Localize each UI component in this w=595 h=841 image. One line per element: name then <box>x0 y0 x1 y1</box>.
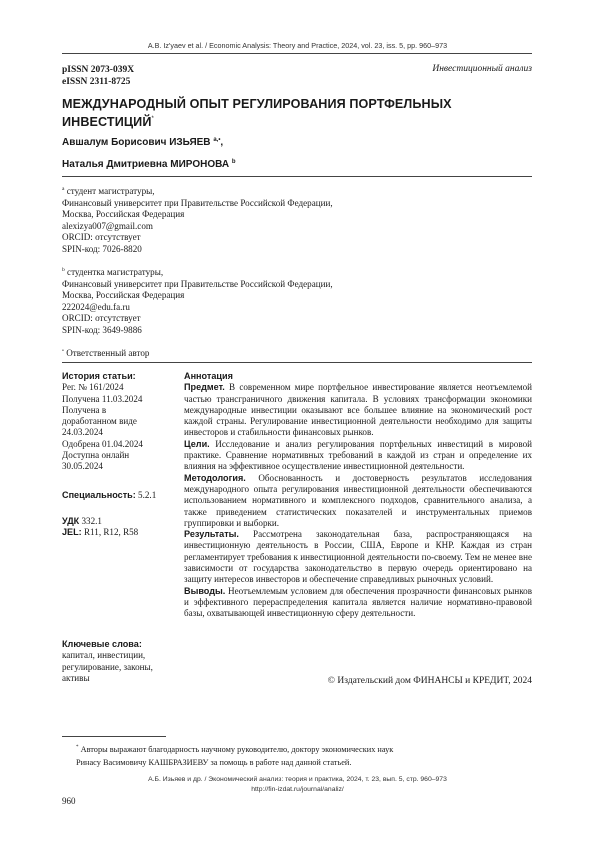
title-line-2: ИНВЕСТИЦИЙ <box>62 115 152 129</box>
footer <box>0 775 595 795</box>
author-sup: a,• <box>213 137 221 143</box>
abstract-results: Результаты. Рассмотрена законодательная база, распространяющаяся на инвестиционную деятельность в России, США, Европе и КНР. Каждая из стран регламентирует требования к инвестиционной деятельности по-своему. Тем не менее вне зависимости от государства законодательство в первую очередь ориентировано на защиту интересов инвесторов и обеспечение справедливых рыночных условий. <box>184 529 532 585</box>
header-rule <box>62 53 532 54</box>
article-history: История статьи: Рег. № 161/2024 Получена 11.03.2024 Получена в доработанном виде 24.03.2024 Одобрена 01.04.2024 Доступна онлайн 30.05.2024 <box>62 371 143 472</box>
keywords: Ключевые слова: капитал, инвестиции, регулирование, законы, активы <box>62 639 153 683</box>
acknowledgement-footnote: * Авторы выражают благодарность научному руководителю, доктору экономических наук Ринасу Васимовичу КАШБРАЗИЕВУ за помощь в работе над данной статьей. <box>76 745 394 767</box>
author-name: Авшалум Борисович ИЗЬЯЕВ <box>62 137 211 148</box>
author-name: Наталья Дмитриевна МИРОНОВА <box>62 159 230 170</box>
rubric: Инвестиционный анализ <box>432 64 532 74</box>
affiliation-a: $^a$ студент магистратуры, Финансовый университет при Правительстве Российской Федерации, Москва, Российская Федерация alexizya007@gmail.com ORCID: отсутствует SPIN-код: 7026-8820 <box>62 186 333 254</box>
title-footnote-marker: * <box>151 116 154 122</box>
author-1: Авшалум Борисович ИЗЬЯЕВ $^{a,•}$, <box>62 137 224 148</box>
specialty: Специальность: 5.2.1 <box>62 490 157 500</box>
author-sup: b <box>231 159 236 165</box>
abstract-goals: Цели. Исследование и анализ регулирования портфельных инвестиций в мировой практике. Сравнение нормативных требований в каждой из стран и определение их влияния на эффективное осуществление инвестиционной деятельности. <box>184 438 532 472</box>
section-rule <box>62 362 532 363</box>
email-link[interactable]: 222024@edu.fa.ru <box>62 301 130 312</box>
page-number: 960 <box>62 796 76 806</box>
affiliation-sup: a <box>62 186 65 192</box>
abstract-conclusions: Выводы. Неотъемлемым условием для обеспечения прозрачности финансовых рынков и эффективного перераспределения капитала является наличие нормативно-правовой базы, охватывающей инвестиционную сферу деятельности. <box>184 585 532 619</box>
abstract-subject: Предмет. В современном мире портфельное инвестирование является неотъемлемой частью трансграничного движения капитала. В условиях трансформации экономики международные инвестиции оказывают все большее влияние на экономический рост каждой страны. Регулирование инвестиционной деятельности необходимо для защиты инвесторов и стабильности финансовых рынков. <box>184 382 532 438</box>
authors-rule <box>62 176 532 177</box>
footnote-rule <box>62 736 166 737</box>
title-line-1: МЕЖДУНАРОДНЫЙ ОПЫТ РЕГУЛИРОВАНИЯ ПОРТФЕЛЬНЫХ <box>62 97 452 111</box>
affiliation-b: $^b$ студентка магистратуры, Финансовый университет при Правительстве Российской Федерации, Москва, Российская Федерация 222024@edu.fa.ru ORCID: отсутствует SPIN-код: 3649-9886 <box>62 267 333 335</box>
journal-url-link[interactable]: http://fin-izdat.ru/journal/analiz/ <box>251 786 344 793</box>
issn-block <box>62 64 134 88</box>
affiliation-sup: b <box>62 267 65 273</box>
history-heading: История статьи: <box>62 371 136 381</box>
author-2 <box>62 159 236 170</box>
classification: УДК 332.1 JEL: R11, R12, R58 <box>62 516 139 538</box>
corresponding-author-note: • Ответственный автор <box>62 348 150 358</box>
abstract-heading: Аннотация <box>184 371 233 381</box>
email-link[interactable]: alexizya007@gmail.com <box>62 220 153 231</box>
footer-citation: А.Б. Изьяев и др. / Экономический анализ: теория и практика, 2024, т. 23, вып. 5, стр. 960–973 <box>148 776 447 783</box>
article-title <box>62 97 532 130</box>
eissn: eISSN 2311-8725 <box>62 77 131 87</box>
copyright: © Издательский дом ФИНАНСЫ и КРЕДИТ, 2024 <box>327 676 532 686</box>
running-header: А.В. Iz'yaev et al. / Economic Analysis: Theory and Practice, 2024, vol. 23, iss. 5, pp. 960–973 <box>147 41 448 50</box>
pissn: pISSN 2073-039X <box>62 65 135 75</box>
keywords-heading: Ключевые слова: <box>62 639 142 649</box>
abstract-methodology: Методология. Обоснованность и достоверность результатов исследования международного опыта регулирования инвестиционной деятельности обеспечиваются использованием нормативного и комплексного подходов, сравнительного анализа, а также приведением статистических показателей и инструментальных приемов группировки и выборки. <box>184 472 532 528</box>
abstract <box>184 371 532 620</box>
